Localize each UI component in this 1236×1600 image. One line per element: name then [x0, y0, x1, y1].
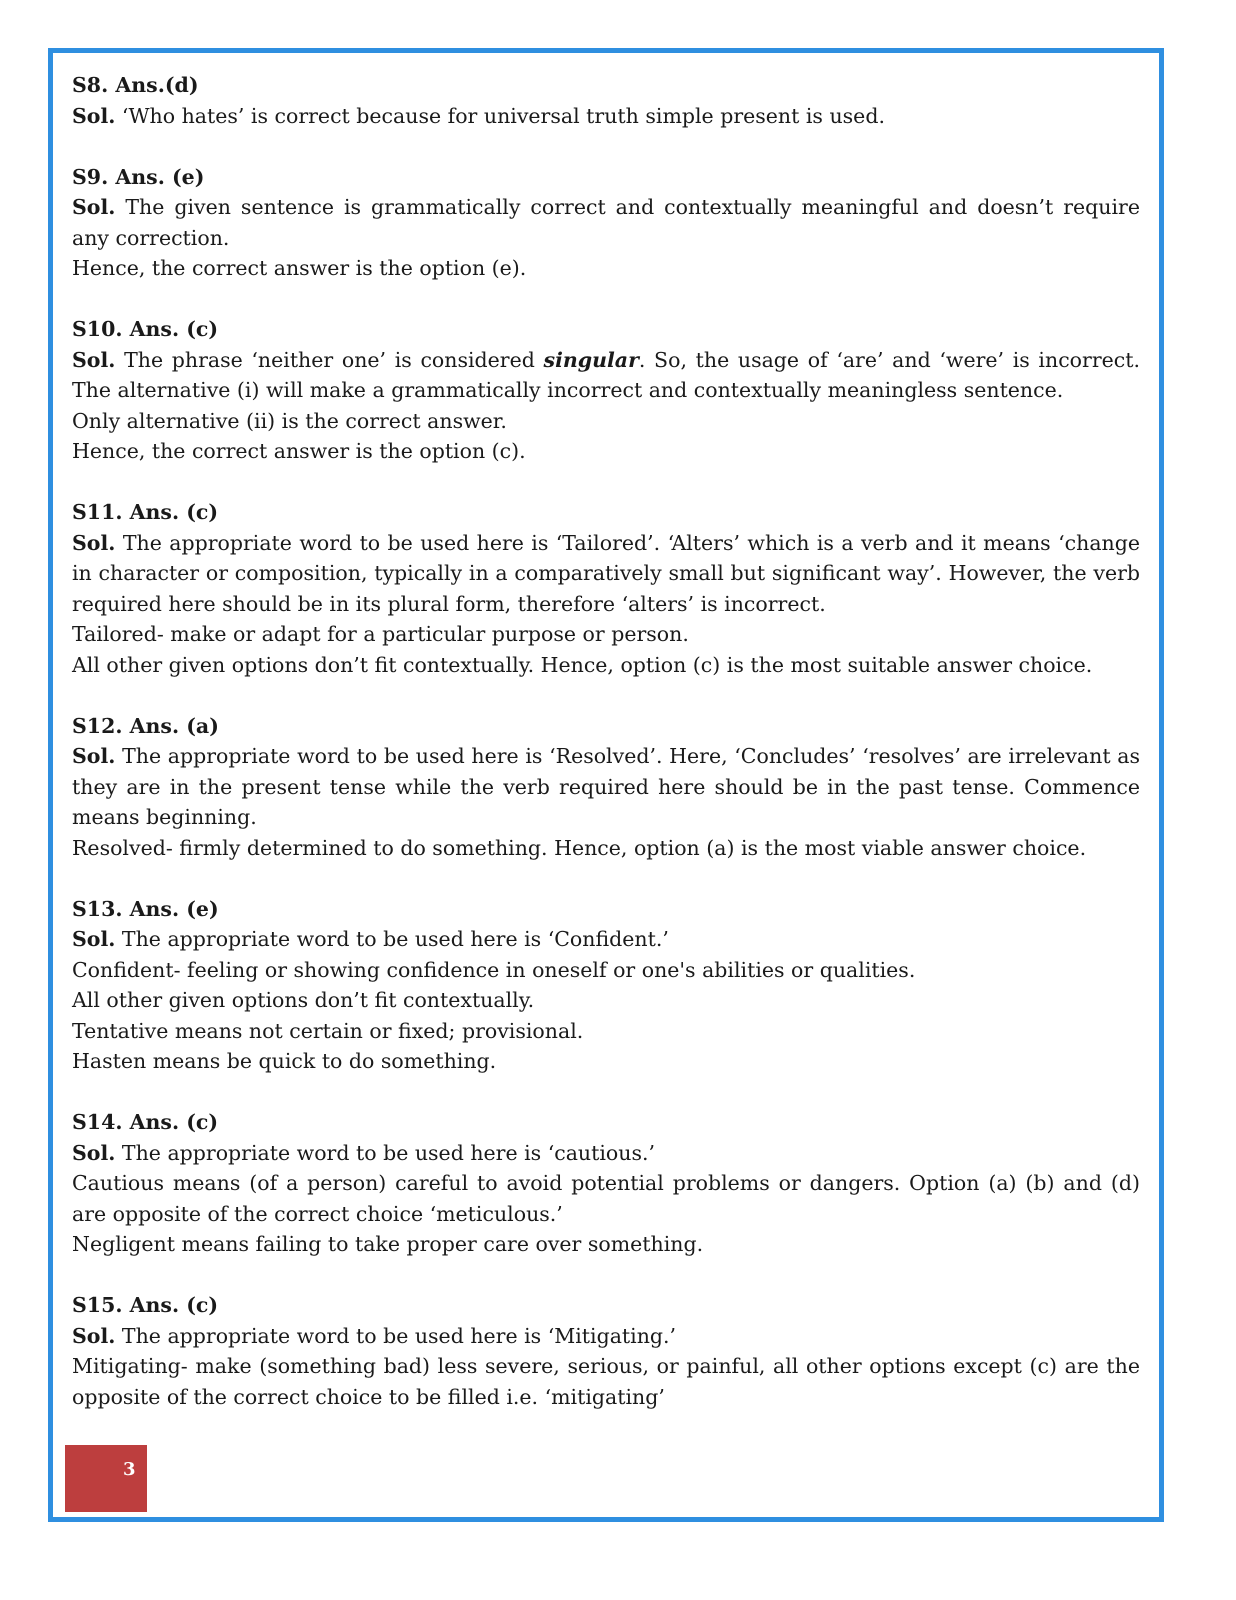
- page-content: [72, 70, 1140, 1443]
- explanation-line: Negligent means failing to take proper care over something.: [72, 1232, 704, 1256]
- answer-block-s8: [72, 70, 1140, 131]
- sol-label: Sol.: [72, 744, 116, 768]
- answer-heading: S12. Ans. (a): [72, 713, 219, 738]
- sol-label: Sol.: [72, 927, 116, 951]
- sol-label: Sol.: [72, 103, 116, 128]
- answer-heading: S10. Ans. (c): [72, 317, 219, 341]
- answer-heading: S13. Ans. (e): [72, 896, 219, 921]
- explanation-line: Only alternative (ii) is the correct answer.: [72, 408, 507, 433]
- answer-heading: S8. Ans.(d): [72, 73, 199, 97]
- answer-heading: S11. Ans. (c): [72, 500, 219, 524]
- sol-label: Sol.: [72, 1140, 116, 1165]
- sol-label: Sol.: [72, 530, 116, 555]
- explanation-line: Cautious means (of a person) careful to avoid potential problems or dangers. Option (a) (b) and (d) are opposite of the correct choice ‘meticulous.’: [72, 1171, 1140, 1226]
- sol-label: Sol.: [72, 1323, 116, 1348]
- solution-line: [72, 924, 1140, 955]
- solution-line: [72, 528, 1140, 620]
- solution-text: The appropriate word to be used here is ‘Confident.’: [115, 927, 669, 951]
- solution-line: [72, 1321, 1140, 1352]
- solution-line: [72, 101, 1140, 132]
- solution-text: The given sentence is grammatically correct and contextually meaningful and doesn’t require any correction.: [72, 195, 1140, 250]
- explanation-line: Tentative means not certain or fixed; provisional.: [72, 1018, 584, 1043]
- solution-line: [72, 345, 1140, 406]
- explanation-line: All other given options don’t fit contextually. Hence, option (c) is the most suitable answer choice.: [72, 652, 1093, 677]
- solution-text: The appropriate word to be used here is ‘Mitigating.’: [115, 1323, 677, 1348]
- solution-line: [72, 1138, 1140, 1169]
- solution-text: ‘Who hates’ is correct because for universal truth simple present is used.: [115, 103, 885, 128]
- explanation-line: Hence, the correct answer is the option (c).: [72, 439, 526, 463]
- explanation-line: Confident- feeling or showing confidence in oneself or one's abilities or qualities.: [72, 957, 916, 982]
- emphasis-singular: singular: [543, 347, 639, 372]
- answer-block-s9: [72, 162, 1140, 284]
- answer-heading: S14. Ans. (c): [72, 1110, 219, 1134]
- solution-line: [72, 192, 1140, 253]
- solution-text-post: . So, the usage of ‘are’ and ‘were’ is incorrect. The alternative (i) will make a grammatically incorrect and contextually meaningless sentence.: [72, 347, 1140, 402]
- explanation-line: Tailored- make or adapt for a particular purpose or person.: [72, 622, 689, 646]
- answer-block-s14: [72, 1107, 1140, 1260]
- sol-label: Sol.: [72, 347, 116, 372]
- page-number-badge: [65, 1445, 147, 1512]
- explanation-line: All other given options don’t fit contextually.: [72, 988, 535, 1012]
- explanation-line: Mitigating- make (something bad) less severe, serious, or painful, all other options except (c) are the opposite of the correct choice to be filled i.e. ‘mitigating’: [72, 1354, 1140, 1409]
- sol-label: Sol.: [72, 195, 116, 219]
- answer-block-s11: [72, 497, 1140, 680]
- solution-line: [72, 741, 1140, 833]
- solution-text: The appropriate word to be used here is ‘Tailored’. ‘Alters’ which is a verb and it means ‘change in character or composition, typically in a comparatively small but significant way’. However, the verb required here should be in its plural form, therefore ‘alters’ is incorrect.: [72, 530, 1140, 616]
- solution-text: The appropriate word to be used here is ‘Resolved’. Here, ‘Concludes’ ‘resolves’ are irrelevant as they are in the present tense while the verb required here should be in the past tense. Commence means beginning.: [72, 744, 1140, 829]
- explanation-line: Hasten means be quick to do something.: [72, 1049, 497, 1073]
- answer-heading: S15. Ans. (c): [72, 1293, 219, 1317]
- explanation-line: Hence, the correct answer is the option (e).: [72, 256, 527, 280]
- explanation-line: Resolved- firmly determined to do something. Hence, option (a) is the most viable answer choice.: [72, 835, 1087, 860]
- solution-text-pre: The phrase ‘neither one’ is considered: [115, 347, 544, 372]
- answer-block-s10: [72, 314, 1140, 467]
- answer-heading: S9. Ans. (e): [72, 164, 205, 189]
- answer-block-s13: [72, 894, 1140, 1077]
- answer-block-s12: [72, 711, 1140, 864]
- answer-block-s15: [72, 1290, 1140, 1412]
- page-number: 3: [123, 1459, 136, 1480]
- solution-text: The appropriate word to be used here is ‘cautious.’: [115, 1140, 656, 1165]
